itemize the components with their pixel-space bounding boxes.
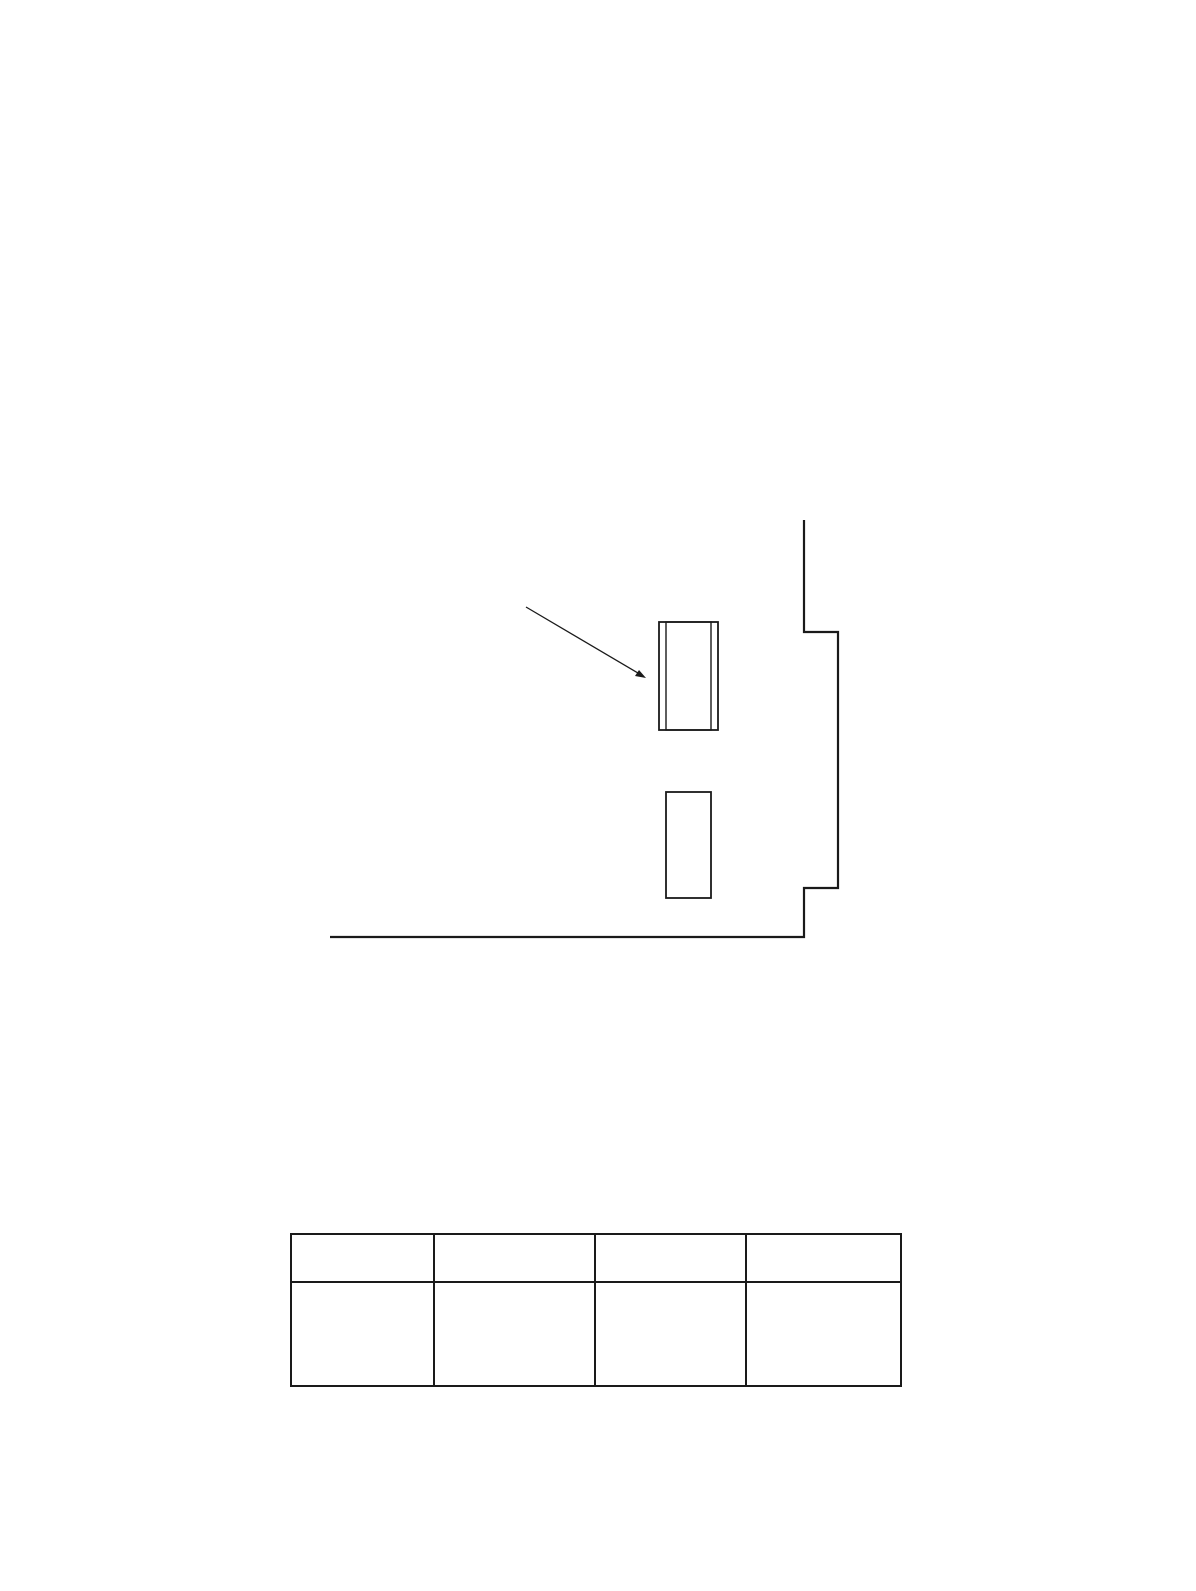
table-cell <box>434 1282 595 1321</box>
pin-removal-table <box>290 1233 902 1387</box>
table-cell <box>746 1282 901 1321</box>
table-cell <box>291 1353 434 1386</box>
header-drive-three <box>746 1234 901 1282</box>
chip-2f <box>659 622 718 730</box>
table-cell <box>291 1282 434 1321</box>
table-header-row <box>291 1234 901 1282</box>
table-cell <box>595 1321 747 1353</box>
callout-arrowhead <box>635 670 646 678</box>
header-drive-one <box>434 1234 595 1282</box>
table-cell <box>291 1321 434 1353</box>
callout-arrow <box>526 607 643 676</box>
chip-1f <box>666 792 711 898</box>
table-cell <box>595 1353 747 1386</box>
table-row <box>291 1321 901 1353</box>
cable-item-2 <box>621 1027 1058 1093</box>
table-row <box>291 1282 901 1321</box>
table-row <box>291 1353 901 1386</box>
cable-item-1 <box>139 1156 576 1200</box>
table-cell <box>746 1353 901 1386</box>
table-cell <box>595 1282 747 1321</box>
table-cell <box>746 1321 901 1353</box>
table-cell <box>434 1321 595 1353</box>
table-cell <box>434 1353 595 1386</box>
header-drive-two <box>595 1234 747 1282</box>
header-drive-zero <box>291 1234 434 1282</box>
